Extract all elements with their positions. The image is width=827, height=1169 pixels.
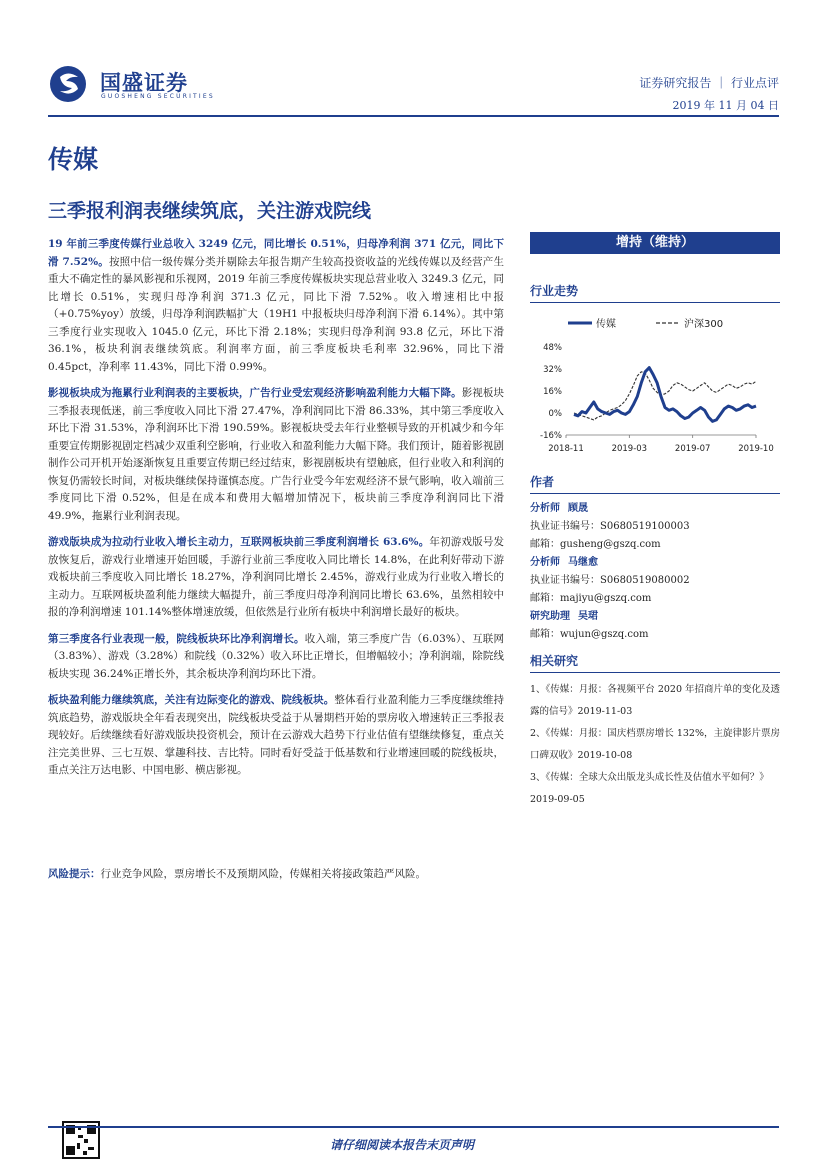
paragraph-lead: 游戏版块成为拉动行业收入增长主动力，互联网板块前三季度利润增长 63.6%。 — [48, 536, 430, 548]
y-tick-label: 16% — [543, 387, 562, 397]
y-tick-label: -16% — [540, 431, 562, 441]
risk-text: 行业竞争风险，票房增长不及预期风险，传媒相关将接政策趋严风险。 — [100, 868, 426, 880]
author-entry — [530, 500, 780, 554]
paragraph-3 — [48, 534, 504, 622]
paragraph-text: 年初游戏版号发放恢复后，游戏行业增速开始回暖，手游行业前三季度收入同比增长 14.8%，在此利好带动下游戏板块前三季度收入同比增长 18.27%，净利润同比增长 2.45%，游戏行业成为行业收入增长的主动力。互联网板块盈利能力继续大幅提升，前三季度归母净利润同比增长 63.6%，虽然相较中报的净利润增速 101.14%整体增速放缓，但依然是行业所有板块中利润增长最好的板块。 — [48, 536, 504, 618]
paragraph-5 — [48, 692, 504, 780]
related-item: 3、《传媒：全球大众出版龙头成长性及估值水平如何？》2019-09-05 — [530, 772, 769, 805]
paragraph-lead: 影视板块成为拖累行业利润表的主要板块，广告行业受宏观经济影响盈利能力大幅下降。 — [48, 387, 462, 399]
risk-warning — [48, 866, 504, 884]
y-tick-label: 32% — [543, 365, 562, 375]
paragraph-text: 整体看行业盈利能力三季度继续维持筑底趋势，游戏版块全年看表现突出，院线板块受益于从暑期档开始的票房收入增速转正三季报表现较好。后续继续看好游戏版块投资机会，预计在云游戏大趋势下行业估值有望继续修复，重点关注完美世界、三七互娱、掌趣科技、吉比特。同时看好受益于低基数和行业增速回暖的院线板块，重点关注万达电影、中国电影、横店影视。 — [48, 694, 505, 776]
sector-title: 传媒 — [48, 145, 99, 174]
author-email: 邮箱：wujun@gszq.com — [530, 629, 649, 640]
report-date: 2019 年 11 月 04 日 — [672, 99, 779, 112]
y-tick-label: 0% — [548, 409, 562, 419]
sidebar — [530, 232, 780, 811]
paragraph-text: 按照中信一级传媒分类并剔除去年报告期产生较高投资收益的光线传媒以及经营产生重大不确定性的暴风影视和乐视网，2019 年前三季度传媒板块实现总营业收入 3249.3 亿元，同比增长 0.51%，实现归母净利润 371.3 亿元，同比下滑 7.52%。收入增速相比中报（+0.75%yoy）放缓，归母净利润跌幅扩大（19H1 中报板块归母净利润下滑 6.14%）。其中第三季度行业实现收入 1045.0 亿元，环比下滑 2.18%；实现归母净利润 93.8 亿元，环比下滑 36.1%，板块利润表继续筑底。利润率方面，前三季度板块毛利率 32.96%，同比下滑 0.45pct，净利率 11.43%，同比下滑 0.99%。 — [48, 255, 504, 373]
legend-label: 沪深300 — [684, 319, 724, 330]
report-headline: 三季报利润表继续筑底，关注游戏院线 — [48, 200, 372, 222]
trend-section-title: 行业走势 — [530, 282, 780, 303]
related-list — [530, 679, 780, 811]
author-role: 分析师 — [530, 503, 560, 514]
paragraph-1 — [48, 236, 504, 376]
paragraph-text: 收入端，第三季度广告（6.03%）、互联网（3.83%）、游戏（3.28%）和院线（0.32%）收入环比正增长，但增幅较小；净利润端，除院线板块实现 36.24%正增长外，其余板块净利润均环比下滑。 — [48, 632, 504, 680]
brand-name-cn: 国盛证券 — [100, 71, 188, 95]
author-email: 邮箱：gusheng@gszq.com — [530, 539, 661, 550]
related-section-title: 相关研究 — [530, 652, 780, 673]
paragraph-text: 影视板块三季报表现低迷，前三季度收入同比下滑 27.47%，净利润同比下滑 86.33%，其中第三季度收入环比下滑 31.53%，净利润环比下滑 190.59%。影视板块受去年行业整顿导致的开机减少和今年重要宣传期影视剧定档减少双重利空影响，行业收入和盈利能力大幅下降。我们预计，随着影视剧制作公司开机开始逐渐恢复且重要宣传期已经过结束，影视剧板块有望触底，但行业收入和利润的恢复仍需较长时间，对板块继续保持谨慎态度。广告行业受今年宏观经济不景气影响，收入端前三季度同比下滑 0.52%，但是在成本和费用大幅增加情况下，板块前三季度净利润同比下滑 49.9%，拖累行业利润表现。 — [48, 387, 505, 522]
paragraph-lead: 19 年前三季度传媒行业总收入 3249 亿元，同比增长 0.51%，归母净利润 371 亿元，同比下滑 7.52%。 — [48, 238, 504, 268]
x-tick-label: 2019-03 — [611, 444, 648, 454]
author-cert: 执业证书编号：S0680519080002 — [530, 575, 690, 586]
rating-badge: 增持（维持） — [530, 232, 780, 254]
footer-divider — [48, 1126, 779, 1128]
trend-chart — [530, 311, 780, 461]
related-item: 2、《传媒：月报：国庆档票房增长 132%，主旋律影片票房口碑双收》2019-10-08 — [530, 728, 780, 761]
legend-label: 传媒 — [596, 319, 616, 330]
brand-logo — [48, 64, 223, 104]
paragraph-lead: 板块盈利能力继续筑底，关注有边际变化的游戏、院线板块。 — [48, 694, 335, 706]
trend-chart-svg — [530, 311, 780, 461]
paragraph-lead: 第三季度各行业表现一般，院线板块环比净利润增长。 — [48, 632, 305, 645]
x-tick-label: 2019-10 — [738, 444, 774, 454]
related-item: 1、《传媒：月报：各视频平台 2020 年招商片单的变化及透露的信号》2019-11-03 — [530, 684, 781, 717]
footer-disclaimer: 请仔细阅读本报告末页声明 — [330, 1138, 475, 1152]
author-name: 吴珺 — [578, 611, 598, 622]
author-name: 顾晟 — [568, 503, 588, 514]
authors-section-title: 作者 — [530, 473, 780, 494]
author-role: 研究助理 — [530, 611, 570, 622]
logo-mark-icon — [48, 64, 92, 104]
x-tick-label: 2019-07 — [674, 444, 711, 454]
author-role: 分析师 — [530, 557, 560, 568]
author-cert: 执业证书编号：S0680519100003 — [530, 521, 690, 532]
qr-code-icon — [64, 1123, 98, 1157]
header-divider — [48, 115, 779, 117]
authors-list — [530, 500, 780, 644]
paragraph-4 — [48, 631, 504, 684]
x-tick-label: 2018-11 — [548, 444, 584, 454]
report-type: 证券研究报告 ｜ 行业点评 — [639, 76, 779, 90]
y-tick-label: 48% — [543, 343, 562, 353]
author-email: 邮箱：majiyu@gszq.com — [530, 593, 652, 604]
risk-lead: 风险提示： — [48, 868, 101, 880]
author-entry — [530, 608, 780, 644]
author-name: 马继愈 — [568, 557, 598, 568]
main-body — [48, 236, 504, 789]
paragraph-2 — [48, 385, 504, 525]
author-entry — [530, 554, 780, 608]
series-line-media — [574, 368, 756, 422]
brand-name-en: GUOSHENG SECURITIES — [101, 93, 215, 100]
